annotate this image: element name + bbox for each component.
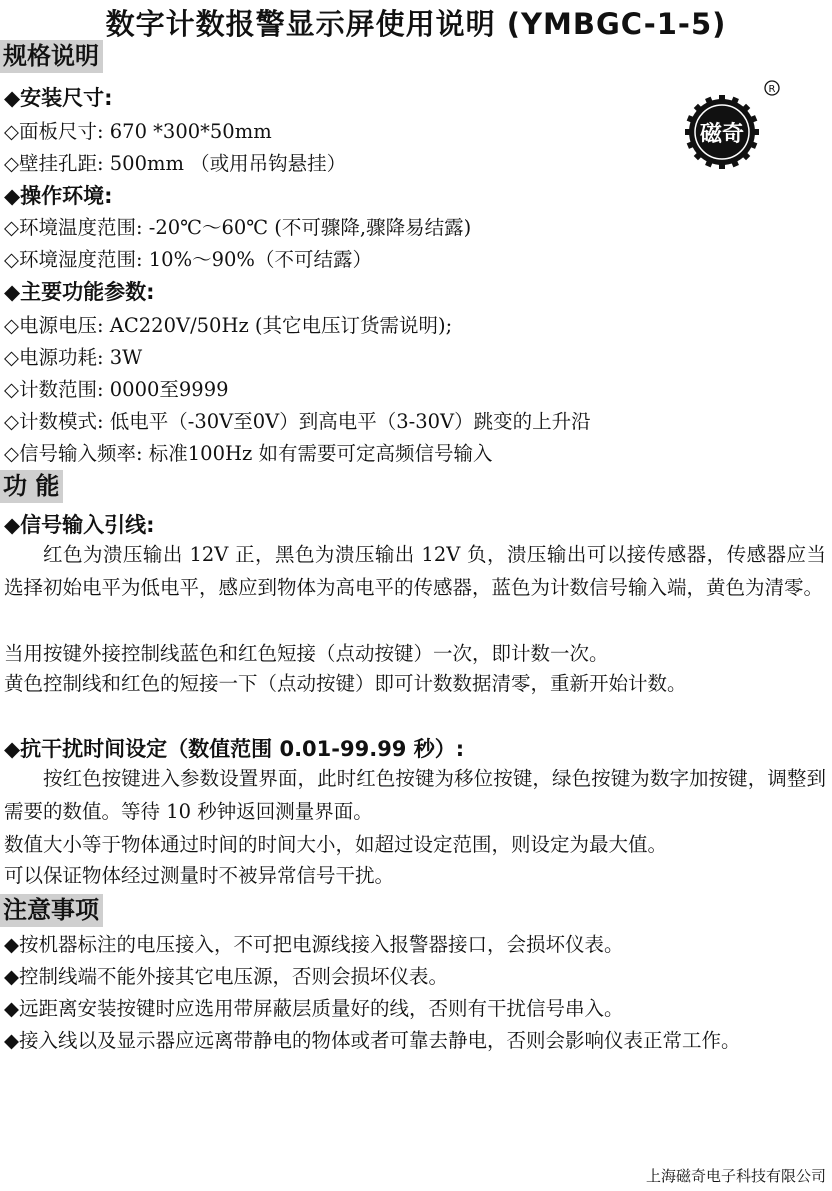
- brand-logo: [682, 78, 782, 178]
- spec-heading: 规格说明: [0, 40, 103, 73]
- anti-interference-paragraph-2: 数值大小等于物体通过时间的时间大小，如超过设定范围，则设定为最大值。: [4, 833, 668, 856]
- humidity-range-line: ◇环境湿度范围: 10%～90%（不可结露）: [4, 248, 372, 271]
- registered-mark-letter: R: [768, 84, 776, 95]
- main-params-title: ◆主要功能参数:: [4, 280, 155, 304]
- signal-frequency-line: ◇信号输入频率: 标准100Hz 如有需要可定高频信号输入: [4, 442, 493, 465]
- count-range-line: ◇计数范围: 0000至9999: [4, 378, 229, 401]
- function-heading: 功 能: [0, 470, 63, 503]
- hole-distance-line: ◇壁挂孔距: 500mm （或用吊钩悬挂）: [4, 152, 347, 175]
- environment-title: ◆操作环境:: [4, 184, 113, 208]
- signal-input-paragraph-2: 当用按键外接控制线蓝色和红色短接（点动按键）一次，即计数一次。: [4, 642, 609, 665]
- note-item: ◆按机器标注的电压接入，不可把电源线接入报警器接口，会损坏仪表。: [4, 933, 624, 956]
- temperature-range-line: ◇环境温度范围: -20℃～60℃ (不可骤降,骤降易结露): [4, 216, 472, 239]
- page-title: 数字计数报警显示屏使用说明 (YMBGC-1-5): [105, 7, 727, 41]
- note-item: ◆远距离安装按键时应选用带屏蔽层质量好的线，否则有干扰信号串入。: [4, 997, 624, 1020]
- power-consumption-line: ◇电源功耗: 3W: [4, 346, 143, 369]
- anti-interference-title: ◆抗干扰时间设定（数值范围 0.01-99.99 秒）:: [4, 737, 465, 761]
- panel-size-line: ◇面板尺寸: 670 *300*50mm: [4, 120, 272, 143]
- company-footer: 上海磁奇电子科技有限公司: [645, 1167, 826, 1185]
- count-mode-line: ◇计数模式: 低电平（-30V至0V）到高电平（3-30V）跳变的上升沿: [4, 410, 591, 433]
- signal-input-paragraph-1: 红色为溃压输出 12V 正，黑色为溃压输出 12V 负，溃压输出可以接传感器，传感器应当选择初始电平为低电平，感应到物体为高电平的传感器，蓝色为计数信号输入端，黄色为清零。: [4, 543, 826, 599]
- note-item: ◆控制线端不能外接其它电压源，否则会损坏仪表。: [4, 965, 448, 988]
- signal-input-paragraph-3: 黄色控制线和红色的短接一下（点动按键）即可计数数据清零，重新开始计数。: [4, 672, 687, 695]
- supply-voltage-line: ◇电源电压: AC220V/50Hz (其它电压订货需说明);: [4, 314, 453, 337]
- logo-text: 磁奇: [699, 122, 745, 147]
- anti-interference-paragraph-3: 可以保证物体经过测量时不被异常信号干扰。: [4, 864, 395, 887]
- note-item: ◆接入线以及显示器应远离带静电的物体或者可靠去静电，否则会影响仪表正常工作。: [4, 1029, 741, 1052]
- anti-interference-paragraph-1: 按红色按键进入参数设置界面，此时红色按键为移位按键，绿色按键为数字加按键，调整到需要的数值。等待 10 秒钟返回测量界面。: [4, 767, 826, 823]
- notes-heading: 注意事项: [0, 894, 103, 927]
- install-size-title: ◆安装尺寸:: [4, 86, 113, 110]
- signal-input-title: ◆信号输入引线:: [4, 513, 155, 537]
